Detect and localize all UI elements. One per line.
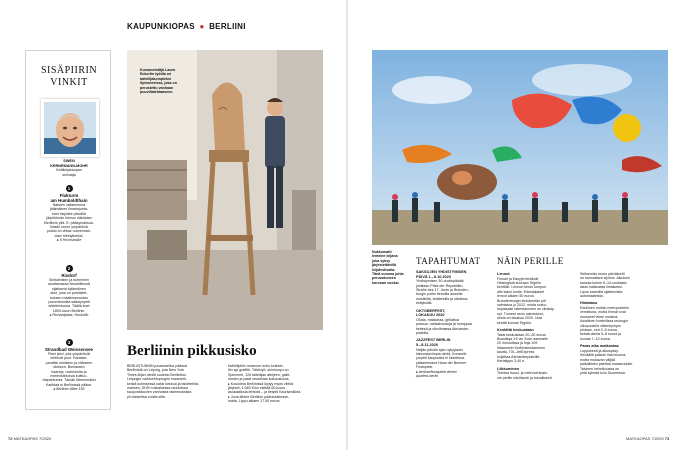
info-line: on kannattava sijoitus. Aikuisen <box>580 276 630 281</box>
info-line: vie perille edullisesti ja turvallisesti. <box>497 375 553 380</box>
info-line: kuljettaa Alexanderplatzille. <box>497 354 541 359</box>
info-line: nousseet viime vuosina. <box>580 314 619 319</box>
caption-line: peruuntuneen <box>372 276 396 281</box>
tip-address-1: ▸ 5 Hochstraße <box>56 238 82 243</box>
info-title: Liikkuminen <box>497 366 520 371</box>
section-label: KAUPUNKIOPAS <box>127 22 195 31</box>
info-line: pintaan, olut 2–5 euroa, <box>580 328 618 333</box>
caption-line: Spinnereissa, joka on <box>140 81 177 86</box>
info-line: Keväällä paikoin liian kuuma, <box>580 353 627 358</box>
tip-line: Karibiaa ei Berliinissä pääse. <box>45 382 93 387</box>
caption-line: puuvillatehtaaseen. <box>140 90 174 95</box>
tip-line: järjettömän hienon näköalan <box>46 216 92 221</box>
info-line: nyt. Tuoreet arvio valmistumi- <box>497 311 544 316</box>
body-line: järjestö, 1:083 Kino esittää 60-luvun <box>228 386 286 391</box>
info-line: paikallisten paettua maaseudulle. <box>580 362 634 367</box>
getting-there-column-2 <box>580 272 662 375</box>
tip-line: Illasiin tonne ympäröivä <box>50 225 88 230</box>
tip-line: ideksen. Bomaksen <box>53 365 85 370</box>
tip-line: alue, joka on puhdistet- <box>50 291 88 296</box>
tip-line: puisto on vilkas nuorennan- <box>47 229 91 234</box>
header-dot: ● <box>199 22 205 31</box>
body-line: BERLINTUNNIN junassaelius päässä <box>127 364 187 368</box>
info-line: lennot alkaen 50 euroa. <box>497 294 535 299</box>
insider-tips-box <box>25 50 111 410</box>
caption-line: Kuvanveistäjä Laura <box>140 68 175 72</box>
tip-title-1b: am Humboldthain <box>50 198 88 203</box>
event-title: SAKSOJEN YHDISTYMISEN <box>416 270 467 274</box>
info-line: automaateista. <box>580 294 604 299</box>
event-line: possua, nahkahousuja ja humppaa <box>416 322 472 327</box>
body-line: tiin syt graffitit. Tähtivyö: skinhonyu on <box>228 368 289 373</box>
left-footer <box>8 436 51 441</box>
person-role-line1: Kettikirjakaupan <box>56 168 82 173</box>
caption-line: joka syksy <box>372 258 391 263</box>
event-line: Festspiele. <box>416 365 434 370</box>
event-line: Neljän päivän ajan nykyjazzin <box>416 347 464 352</box>
caption-line: järjestettävillä <box>372 263 396 268</box>
caption-line: taiteilijakompleksi <box>140 76 171 81</box>
body-line: malta. Lippu alkaen 17,50 euroa. <box>228 399 281 404</box>
tip-line: Natsien vallanneena <box>52 203 86 207</box>
event-line: kiinnostavimpia nimiä. Konsertit <box>416 352 467 357</box>
tip-item-1 <box>26 185 112 243</box>
tip-line: mielenkiintoisia kulttuu- <box>50 374 88 379</box>
tip-line: tuissen maailmansodan <box>50 295 88 300</box>
event-line: platzilla. <box>416 331 429 336</box>
event-line: esityksillä. <box>416 301 433 306</box>
left-page-number: 72 <box>8 436 13 441</box>
body-line: ▸ Juna lähtee Berliinin päärautatiease- <box>228 394 290 399</box>
event-line: ympäri kaupunkia ei klubeissa, <box>416 356 465 361</box>
info-title: Lennot <box>497 272 510 276</box>
tip-line: baareja, ravintoloita ja <box>51 369 87 374</box>
event-date: 5.–8.11.2020 <box>416 343 438 348</box>
info-line: verrattuna, mutta hinnat ovat <box>580 310 626 315</box>
events-section <box>416 256 494 378</box>
body-line: Leipzigin vaihtoehtoprogrin maamerk- <box>127 377 188 382</box>
tip-line: Sinituleisten ja bohemien <box>49 278 89 282</box>
info-line: lasta matkustaa ilmaiseksi. <box>580 285 623 290</box>
info-line: kautta. TXL-JetExpress <box>497 350 535 355</box>
caption-line: koronan vuoksi. <box>372 280 400 285</box>
body-line: keistä kolmisessä kaksi kirkkoa ja taidetehtai- <box>127 381 200 386</box>
event-line: Straße des 17. Junin ja Branden- <box>416 288 469 292</box>
avatar <box>41 99 99 157</box>
tip-address-3: ▸ Berliner Allee 155 <box>53 387 85 392</box>
event-title: JAZZFEST BERLIN <box>416 338 451 343</box>
event-line: burgin portin tienoilla alueella <box>416 292 463 297</box>
right-page-number: 73 <box>664 436 670 441</box>
info-line: ulkopuolella viidenkympin <box>580 323 621 328</box>
studio-photo-caption <box>140 68 200 94</box>
tip-line: asuttamassa Neuköllinssä <box>48 282 90 287</box>
kite-illustration <box>372 50 668 245</box>
event-date: LOKAKUU 2020 <box>416 313 445 318</box>
info-line: hitaammin Kurfürstendammen <box>497 345 546 350</box>
right-issue: 7/2020 <box>651 436 664 441</box>
body-line: asukalaiksia lehtiotä – ja tietysti Kaurismäkeä. <box>228 390 302 395</box>
city-label: BERLIINI <box>209 22 246 31</box>
event-line: Olutta, makkaraa, grillattua <box>416 317 459 322</box>
section-header <box>127 22 246 31</box>
body-line: Berliinistä on Leipzig, jota New York <box>127 368 184 373</box>
tip-line: jättimäinen ilmatorjunta- <box>49 207 89 212</box>
info-line: sesta on lokakuu 2020. Uusi <box>497 316 543 321</box>
event-line: juhlitaan Platz der Republikin, <box>416 283 464 288</box>
info-line: Lipun saamilla sijaitsevista <box>580 289 623 294</box>
event-line: musiikilla, teattereilla ja ulkoilma- <box>416 296 469 301</box>
tip-item-2 <box>26 265 112 318</box>
info-line: kentälle. Lennon kesto tompun <box>497 285 546 290</box>
tip-address-2: ▸ Richardplatz, Neukölln <box>49 313 89 318</box>
tip-number-2: 2 <box>66 265 73 272</box>
info-line: Seitsemän euron päiväkortti <box>580 272 625 276</box>
event-date: PÄIVÄ 1.–5.10.2020 <box>416 274 451 279</box>
article-column-2 <box>228 364 324 404</box>
sidebar-title-line2: VINKIT <box>50 77 88 88</box>
getting-there-heading-wrap <box>497 256 657 266</box>
tip-line: torni tarjoilee päivällä <box>52 211 86 216</box>
body-line: riosien ja paiat ravintolan kokonaisuus. <box>228 377 290 382</box>
info-line: Loppukesä ja alkusyksy. <box>580 348 619 353</box>
body-line: yli viisiseitsa vuotta sittn. <box>127 394 167 399</box>
article-headline: Berliinin pikkusisko <box>127 343 257 359</box>
info-line: yhtä kylmää kuin Suomessa. <box>580 370 626 375</box>
event-link[interactable]: ▸ berlinerfestspiele.de/en/ <box>416 369 457 374</box>
info-line: mutta mukavan väljää <box>580 357 615 362</box>
right-magazine-name: MATKAOPAS <box>626 436 651 441</box>
caption-line: Nukkumatti <box>372 250 392 254</box>
getting-there-column-1 <box>497 272 575 380</box>
person-role-line2: omistaja <box>62 172 76 177</box>
info-line: Kertalippu 3,40 e. <box>497 359 526 364</box>
tip-line: Pieni järvi, jota ympäröivät <box>48 352 90 356</box>
info-line: Helsingistä suoraan Tegelin <box>497 281 541 285</box>
info-line: Toimiva bussi- ja metroverkosto <box>497 371 548 376</box>
tip-line: Berliiniin yllä. E: pääsymaksua. <box>44 220 94 225</box>
caption-line: lentelee leijana <box>372 254 398 259</box>
tip-line: paratiisi uimiseen ja viiteseen <box>45 360 93 365</box>
info-line: Finnair ja Easyjet lentävät <box>497 276 539 281</box>
person-name <box>26 159 112 177</box>
info-line: Bussilinja X9 vie Zoon asemalle <box>497 337 548 342</box>
person-name-line2: KERNEMANN-MOHR <box>50 163 88 168</box>
tip-line: pommituksilta säästynyttä <box>48 300 90 305</box>
caption-line: Eckertin työtila on <box>140 72 172 77</box>
body-line: Spinnerei, 120 taiteilijan ateljeen, galle- <box>228 372 291 377</box>
tip-line: sijaitseva kylämäinen <box>52 286 86 291</box>
info-title: Paras aika matkustaa <box>580 344 619 349</box>
right-footer <box>626 436 669 441</box>
info-line: alle kaksi tuntia. Edestakaiset <box>497 289 545 294</box>
info-line: Brandenburgin lentokentän piti <box>497 298 546 303</box>
event-link[interactable]: jazzfest-berlin <box>416 374 439 379</box>
info-line: Taksi keskustaan 20–30 euroa. <box>497 332 547 337</box>
sidebar-title <box>26 65 112 89</box>
body-line: ▸ Koululeta Berliinissä löytyy myös vilekä <box>228 381 294 386</box>
body-line: kivihiilipiilin museoon eniin kotiutet- <box>228 364 284 368</box>
caption-line: leijafestivalla. <box>372 267 396 272</box>
info-title: Kentältä keskustaan <box>497 328 534 333</box>
event-line: Yhdistymisen 30-vuotispäivää <box>416 279 464 284</box>
body-line: Times liiljan nimitti uudeksi Berliiniksi. <box>127 372 187 377</box>
events-heading: TAPAHTUMAT <box>416 256 481 266</box>
page-spine <box>346 0 348 450</box>
event-title: OKTOBERFEST, <box>416 308 446 313</box>
info-line: kenttä korvaa Tegelin. <box>497 320 532 325</box>
tip-line: viam tileetykseksi. <box>54 233 84 238</box>
tip-item-3 <box>26 339 112 392</box>
caption-line: Tänä vuonna juhla <box>372 272 404 277</box>
left-issue: 7/2020 <box>39 436 52 441</box>
tip-number-1: 1 <box>66 185 73 192</box>
event-line: tiettesä ja ulkoilmassa Alexander- <box>416 326 470 331</box>
sidebar-title-line1: SISÄPIIRIN <box>40 65 98 76</box>
info-line: Talvinen helmikuussa on <box>580 366 620 371</box>
info-line: Asiallinen hostellissa seurugin <box>580 319 628 324</box>
kite-photo-caption <box>372 250 412 285</box>
article-column-1 <box>127 364 223 399</box>
portrait-photo <box>44 102 96 154</box>
info-line: hupaisasti rakentaminen on viivästy- <box>497 307 555 312</box>
left-magazine-name: MATKAOPAS <box>13 436 38 441</box>
info-line: valmistua jo 2012, mutta surku- <box>497 303 547 308</box>
body-line: marisen, DDR:n aikaisessa raunioissa <box>127 386 188 391</box>
info-line: kanssa kolme 6–14-vuotiasta <box>580 280 627 285</box>
tip-line: ritapahtumia. Tämän lähemmäksi <box>42 378 96 383</box>
person-name-line1: SWEN <box>63 159 75 163</box>
getting-there-heading: NÄIN PERILLE <box>497 256 564 266</box>
info-line: Edullinen muihin metropoleihin <box>580 306 629 311</box>
tip-title-2: Rixdorf <box>61 273 77 278</box>
info-title: Hintataso <box>580 301 598 306</box>
tip-line: 1800-luvun Berliinin. <box>52 308 86 313</box>
tip-number-3: 3 <box>66 339 73 346</box>
caption-line: perustettu vanhaan <box>140 85 174 90</box>
info-line: lounas 7–10 euroa. <box>580 336 611 341</box>
tip-line: lehtevät puut. Karaiset- <box>50 356 88 361</box>
tip-line: arkkitehtuuria. Täällä koet <box>48 304 90 309</box>
info-line: 20 minuutissa ja linja 109 <box>497 341 538 346</box>
kite-festival-photo <box>372 50 668 245</box>
event-line: pääareenana Haus der Berliner <box>416 360 467 365</box>
body-line: kaupunkikuvien vanhoista rakennuksista <box>127 390 192 395</box>
info-line: kebab-ateria 5–8 euroa ja <box>580 332 621 337</box>
tip-title-3: Strandbad Weissensee <box>45 347 93 352</box>
tip-title-1: Flakturm <box>59 193 79 198</box>
